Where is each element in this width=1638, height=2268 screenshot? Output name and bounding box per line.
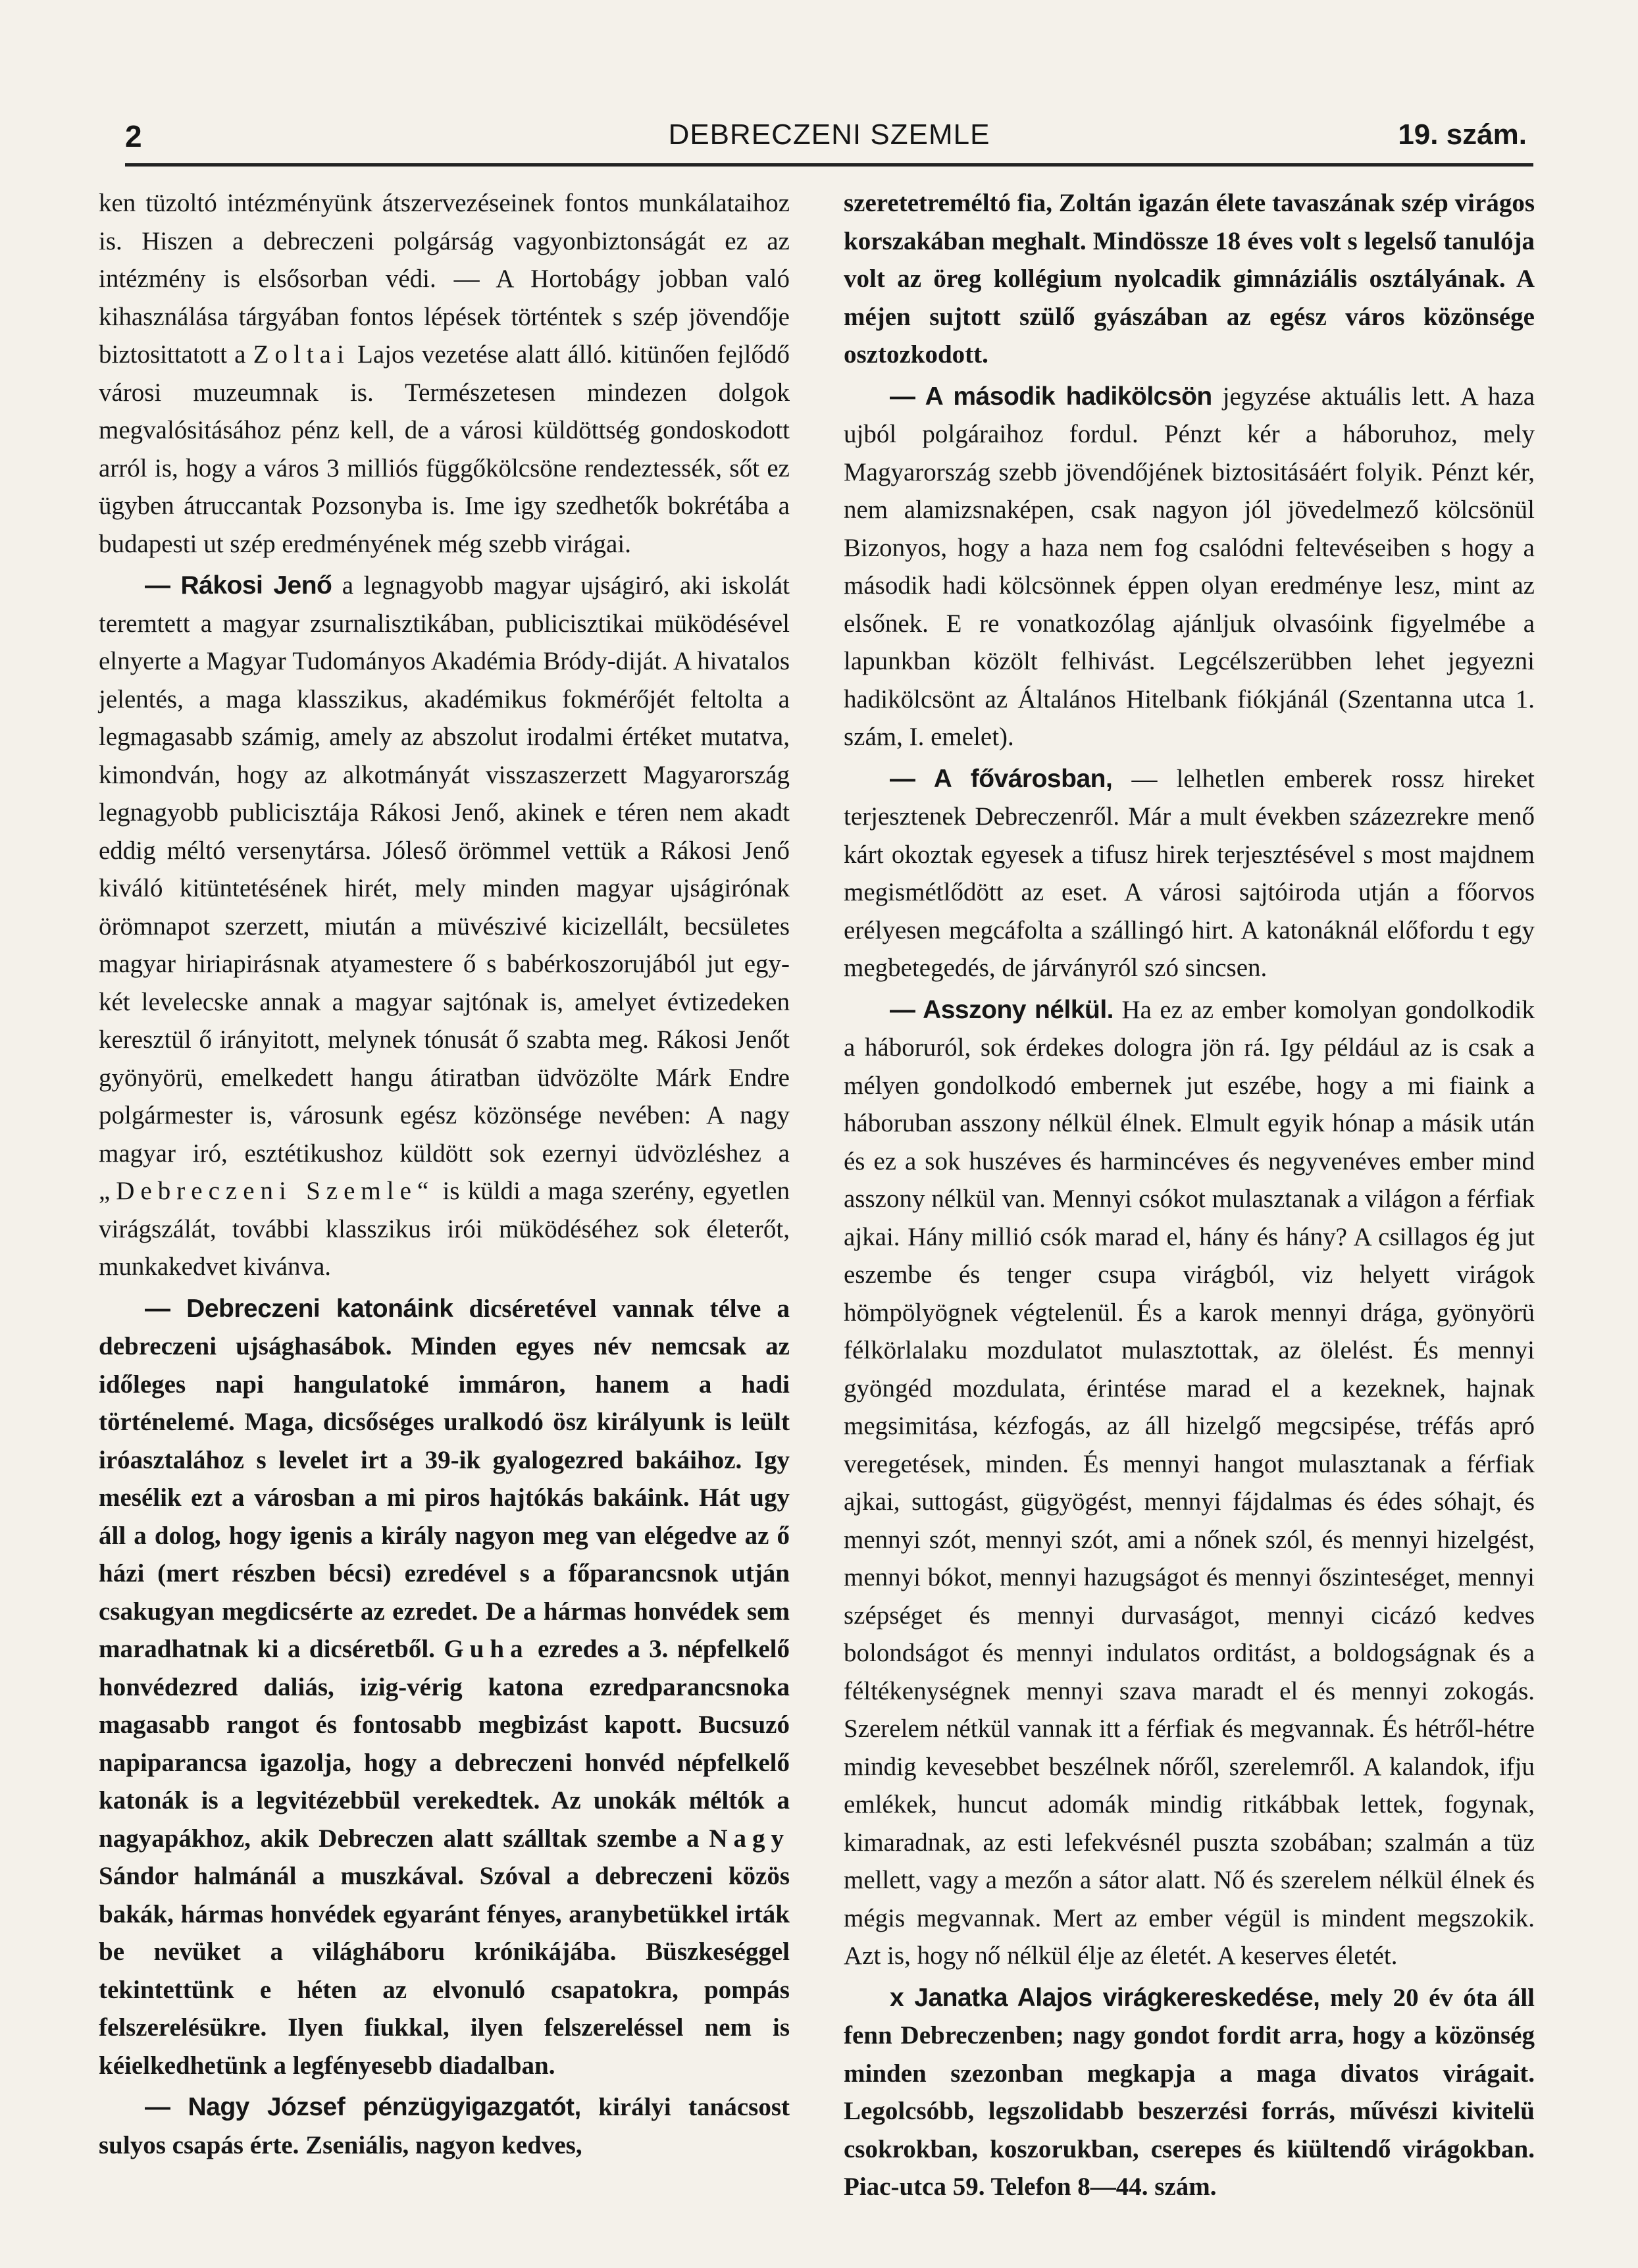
paragraph-text: dicséretével vannak télve a debreczeni ujsághasábok. Minden egyes név nemcsak az időleges napi hangulatoké immáron, hanem a hadi történelemé. Maga, dicsőséges uralkodó ösz királyunk is leült iróasztalához s levelet irt a 39-ik gyalogezred bakáihoz. Igy mesélik ezt a városban a mi piros hajtókás bakáink. Hát ugy áll a dolog, hogy igenis a király nagyon meg van elégedve az ő házi (mert részben bécsi) ezredével s a főparancsnok utján csakugyan megdicsérte az ezredet. De a hármas honvédek sem maradhatnak ki a dicséretből. [99,1294,790,1663]
page-number: 2 [125,119,142,153]
article-fovarosban [844,760,1535,987]
article-headword: — Nagy József pénzügyigazgatót, [145,2093,581,2121]
article-headword: — Asszony nélkül. [890,995,1114,1024]
right-column [844,184,1535,2210]
article-headword: — A második hadikölcsön [890,382,1212,411]
spaced-name: Guha [444,1635,529,1663]
paragraph-text: a legnagyobb magyar ujságiró, aki iskolát teremtett a magyar zsurnalisztikában, publicisztikai müködésével elnyerte a Magyar Tudományos Akadémia Bródy-diját. A hivatalos jelentés, a maga klasszikus, akadémikus fokmérőjét feltolta a legmagasabb számig, amely az abszolut irodalmi értéket mutatva, kimondván, hogy az alkotmányát visszaszerzett Magyarország legnagyobb publicisztája Rákosi Jenő, akinek e téren nem akadt eddig méltó versenytársa. Jóleső örömmel vettük a Rákosi Jenő kiváló kitüntetésének hirét, mely minden magyar ujságirónak örömnapot szerzett, miután a müvészivé kicizellált, becsületes magyar hiriapirásnak atyamestere ő s babérkoszorujából jut egy-két levelecske annak a magyar sajtónak is, amelyet évtizedeken keresztül ő irányitott, melynek tónusát ő szabta meg. Rákosi Jenőt gyönyörü, emelkedett hangu átiratban üdvözölte Márk Endre polgármester is, városunk egész közönsége nevében: A nagy magyar iró, esztétikushoz küldött sok ezernyi üdvözléshez a [99,571,790,1168]
paragraph-text: szeretetreméltó fia, Zoltán igazán élete tavaszának szép virágos korszakában meghalt. Mindössze 18 éves volt s legelső tanulója volt az öreg kollégium nyolcadik gimnáziális osztályának. A méjen sujtott szülő gyászában az egész város közönsége osztozkodott. [844,189,1535,369]
paragraph-text: ezredes a 3. népfelkelő honvédezred daliás, izig-vérig katona ezredparancsnoka magasabb rangot és fontosabb megbizást kapott. Bucsuzó napiparancsa igazolja, hogy a debreczeni honvéd népfelkelő katonák is a legvitézebbül verekedtek. Az unokák méltók a nagyapákhoz, akik Debreczen alatt szálltak szembe a [99,1635,790,1853]
paragraph-text: jegyzése aktuális lett. A haza ujból polgáraihoz fordul. Pénzt kér a háboruhoz, mely Magyarország szebb jövendőjének biztositásáért folyik. Pénzt kér, nem alamizsnaképen, csak nagyon jól jövedelmező kölcsönül Bizonyos, hogy a haza nem fog csalódni feltevéseiben s hogy a második hadi kölcsönnek éppen olyan eredménye lesz, mint az elsőnek. E re vonatkozólag ajánljuk olvasóink figyelmébe a lapunkban közölt felhivást. Legcélszerübben lehet jegyezni hadikölcsönt az Általános Hitelbank fiókjánál (Szentanna utca 1. szám, I. emelet). [844,382,1535,751]
paragraph-text: is küldi a maga szerény, egyetlen virágszálát, további klasszikus irói müködéséhez sok életerőt, munkakedvet kivánva. [99,1177,790,1281]
spaced-name: Nagy [709,1824,790,1853]
article-nagy-jozsef [99,2088,790,2164]
article-fire-brigade [99,184,790,563]
paragraph-text: Sándor halmánál a muszkával. Szóval a debreczeni közös bakák, hármas honvédek egyaránt fényes, aranybetükkel irták be nevüket a világháboru krónikájába. Büszkeséggel tekintettünk e héten az elvonuló csapatokra, pompás felszerelésükre. Ilyen fiukkal, ilyen felszereléssel nem is kéielkedhetünk a legfényesebb diadalban. [99,1862,790,2080]
paragraph-text: Lajos vezetése alatt álló. kitünően fejlődő városi muzeumnak is. Természetesen mindezen dolgok megvalósitásához pénz kell, de a városi küldöttség gondoskodott arról is, hogy a város 3 milliós függőkölcsöne rendeztessék, sőt ez ügyben átruccantak Pozsonyba is. Ime igy szedhetők bokrétába a budapesti ut szép eredményének még szebb virágai. [99,340,790,558]
paragraph-text: Ha ez az ember komolyan gondolkodik a háboruról, sok érdekes dologra jön rá. Igy például az is csak a mélyen gondolkodó embernek jut eszébe, hogy a mi fiaink a háboruban asszony nélkül élnek. Elmult egyik hónap a másik után és ez a sok huszéves és harmincéves és negyvenéves ember mind asszony nélkül van. Mennyi csókot mulasztanak a világon a férfiak ajkai. Hány millió csók marad el, hány és hány? A csillagos ég jut eszembe és tenger csupa virágból, viz helyett virágok hömpölyögnek végtelenül. És a karok mennyi drága, gyönyörü félkörlalaku mozdulatot mulasztottak, az ölelést. És mennyi gyöngéd mozdulata, érintése marad el a kezeknek, hajnak megsimitása, kézfogás, az áll hizelgő megcsipése, tréfás apró veregetések, minden. És mennyi hangot mulasztanak a férfiak ajkai, suttogást, gügyögést, mennyi fájdalmas és édes sóhajt, és mennyi szót, mennyi szót, ami a nőnek szól, és mennyi hizelgést, mennyi bókot, mennyi hazugságot és mennyi őszinteséget, mennyi szépséget és mennyi durvaságot, mennyi cicázó kedves bolondságot és mennyi indulatos orditást, a boldogságnak és a féltékenységnek mennyi szava maradt el és mennyi zokogás. Szerelem nétkül vannak itt a férfiak és megvannak. És hétről-hétre mindig kevesebbet beszélnek nőről, szerelemről. A kalandok, ifju emlékek, huncut adomák mindig ritkábbak lettek, fogynak, kimaradnak, az esti lefekvésnél puszta szobában; szalmán a tüz mellett, vagy a mezőn a sátor alatt. Nő és szerelem nélkül élnek és mégis megvannak. Mert az ember végül is mindent megszokik. Azt is, hogy nő nélkül élje az életét. A keserves életét. [844,995,1535,1970]
article-asszony-nelkul [844,991,1535,1975]
article-debreczeni-katonaink [99,1290,790,2085]
page-header [125,113,1533,167]
left-column [99,184,790,2168]
article-rakosi-jeno [99,567,790,1286]
article-headword: x Janatka Alajos virágkereskedése, [890,1983,1320,2012]
spaced-name: Zoltai [253,340,350,369]
article-headword: — Rákosi Jenő [145,571,332,600]
advertisement-janatka [844,1979,1535,2206]
article-nagy-jozsef-continued [844,184,1535,374]
article-headword: — A fővárosban, [890,764,1113,793]
masthead-title: DEBRECZENI SZEMLE [668,118,990,151]
article-headword: — Debreczeni katonáink [145,1294,453,1323]
paragraph-text: ken tüzoltó intézményünk átszervezéseinek fontos munkálataihoz is. Hiszen a debreczeni polgárság vagyonbiztonságát ez az intézmény is elsősorban védi. — A Hortobágy jobban való kihasználása tárgyában fontos lépések történtek s szép jövendője biztosittatott a [99,189,790,369]
spaced-name: „Debreczeni Szemle“ [99,1177,435,1205]
paragraph-text: — lelhetlen emberek rossz hireket terjesztenek Debreczenről. Már a mult években százezrekre menő kárt okoztak egyesek a tifusz hirek terjesztésével s most majdnem megismétlődött az eset. A városi sajtóiroda utján a főorvos erélyesen megcáfolta a szállingó hirt. A katonáknál előfordu t egy megbetegedés, de járványról szó sincsen. [844,764,1535,982]
article-hadikolcson [844,378,1535,756]
paragraph-text: mely 20 év óta áll fenn Debreczenben; nagy gondot fordit arra, hogy a közönség minden szezonban megkapja a maga divatos virágait. Legolcsóbb, legszolidabb beszerzési forrás, művészi kivitelü csokrokban, koszorukban, cserepes és kiültendő virágokban. Piac-utca 59. Telefon 8—44. szám. [844,1983,1535,2201]
paragraph-text: királyi tanácsost sulyos csapás érte. Zseniális, nagyon kedves, [99,2093,790,2159]
issue-number: 19. szám. [1398,118,1527,151]
